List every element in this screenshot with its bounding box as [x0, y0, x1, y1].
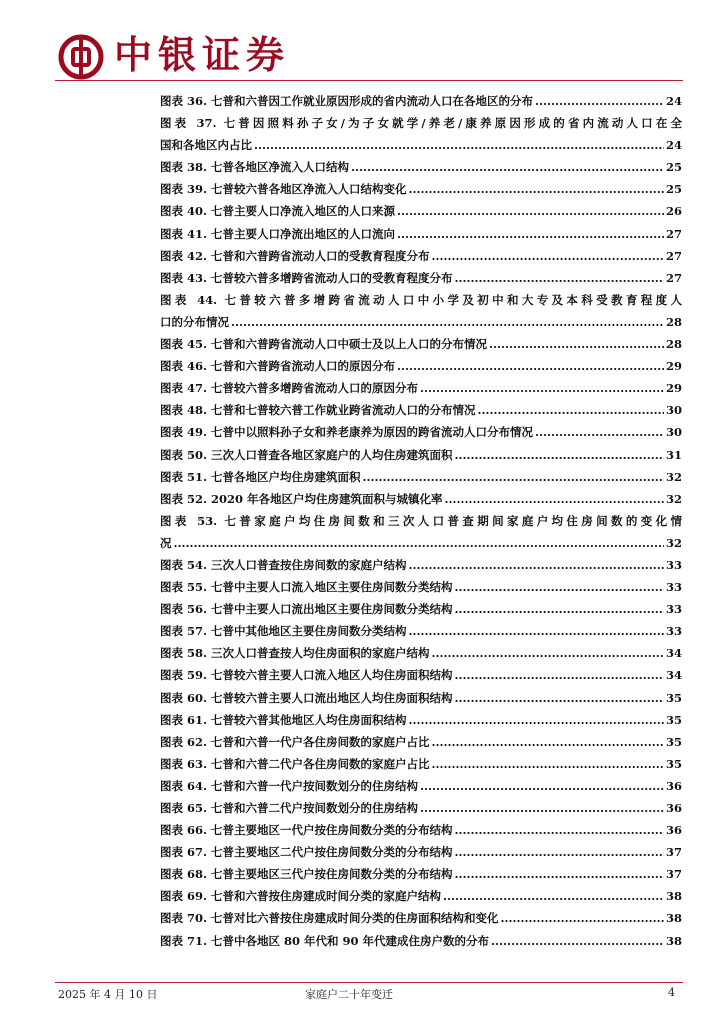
toc-entry-page: 27	[665, 248, 682, 263]
toc-leader-dots	[489, 333, 664, 355]
toc-leader-dots	[491, 930, 664, 952]
toc-entry-page: 26	[665, 204, 682, 219]
toc-entry-title: 图表 36. 七普和六普因工作就业原因形成的省内流动人口在各地区的分布	[160, 94, 534, 108]
toc-entry-line: 图表 44. 七普较六普多增跨省流动人口中小学及初中和大专及本科受教育程度人	[160, 292, 682, 307]
toc-entry[interactable]	[160, 156, 682, 178]
toc-leader-dots	[397, 223, 664, 245]
toc-leader-dots	[501, 907, 664, 929]
toc-entry-title: 图表 56. 七普中主要人口流出地区主要住房间数分类结构	[160, 602, 453, 617]
toc-entry-page: 32	[665, 535, 682, 550]
toc-entry[interactable]	[160, 90, 682, 112]
header-divider	[55, 80, 683, 81]
toc-leader-dots	[420, 775, 664, 797]
toc-entry-page: 33	[665, 580, 682, 595]
toc-leader-dots	[174, 532, 664, 554]
toc-leader-dots	[351, 156, 664, 178]
toc-entry[interactable]	[160, 753, 682, 775]
toc-leader-dots	[455, 863, 664, 885]
toc-entry-page: 24	[665, 138, 682, 153]
toc-entry-title: 图表 68. 七普主要地区三代户按住房间数分类的分布结构	[160, 867, 453, 882]
toc-entry-line: 图表 37. 七普因照料孙子女/为子女就学/养老/康养原因形成的省内流动人口在全	[160, 116, 682, 131]
toc-entry-page: 33	[665, 624, 682, 639]
toc-entry-page: 38	[665, 911, 682, 926]
toc-entry[interactable]	[160, 930, 682, 952]
toc-leader-dots	[409, 620, 664, 642]
toc-entry[interactable]	[160, 333, 682, 355]
footer-title: 家庭户二十年变迁	[305, 988, 393, 1001]
toc-leader-dots	[455, 598, 664, 620]
toc-entry-page: 29	[665, 359, 682, 374]
toc-entry-page: 38	[665, 933, 682, 948]
toc-entry-title: 图表 47. 七普较六普多增跨省流动人口的原因分布	[160, 381, 419, 396]
toc-entry-page: 27	[665, 270, 682, 285]
toc-leader-dots	[535, 421, 664, 443]
toc-entry[interactable]	[160, 664, 682, 686]
toc-entry-title: 图表 57. 七普中其他地区主要住房间数分类结构	[160, 624, 407, 639]
toc-entry-page: 25	[665, 182, 682, 197]
toc-leader-dots	[478, 399, 664, 421]
toc-leader-dots	[535, 90, 664, 112]
toc-entry[interactable]	[160, 885, 682, 907]
toc-leader-dots	[397, 200, 664, 222]
toc-leader-dots	[420, 797, 664, 819]
toc-leader-dots	[231, 311, 664, 333]
toc-entry-page: 34	[665, 646, 682, 661]
brand-name: 中银证券	[114, 33, 291, 77]
footer-date: 2025 年 4 月 10 日	[58, 988, 158, 1001]
toc-leader-dots	[420, 377, 664, 399]
toc-entry-title: 图表 49. 七普中以照料孙子女和养老康养为原因的跨省流动人口分布情况	[160, 425, 534, 440]
bank-of-china-logo-icon	[58, 34, 104, 80]
toc-entry[interactable]	[160, 245, 682, 267]
toc-entry[interactable]	[160, 510, 682, 554]
toc-leader-dots	[397, 355, 664, 377]
toc-entry-page: 35	[665, 756, 682, 771]
toc-entry-title: 图表 52. 2020 年各地区户均住房建筑面积与城镇化率	[160, 491, 443, 506]
toc-leader-dots	[363, 466, 664, 488]
toc-entry-page: 37	[665, 867, 682, 882]
toc-entry[interactable]	[160, 819, 682, 841]
toc-leader-dots	[455, 687, 664, 709]
toc-entry[interactable]	[160, 355, 682, 377]
toc-entry[interactable]	[160, 642, 682, 664]
toc-entry[interactable]	[160, 200, 682, 222]
toc-entry[interactable]	[160, 399, 682, 421]
toc-leader-dots	[432, 642, 664, 664]
toc-leader-dots	[455, 576, 664, 598]
toc-entry-page: 32	[665, 491, 682, 506]
table-of-figures	[160, 90, 682, 952]
toc-entry-title: 图表 45. 七普和六普跨省流动人口中硕士及以上人口的分布情况	[160, 337, 488, 352]
toc-entry[interactable]	[160, 421, 682, 443]
toc-entry-page: 38	[665, 889, 682, 904]
toc-entry[interactable]	[160, 797, 682, 819]
toc-entry-page: 35	[665, 712, 682, 727]
toc-entry-title: 图表 67. 七普主要地区二代户按住房间数分类的分布结构	[160, 845, 453, 860]
toc-entry[interactable]	[160, 863, 682, 885]
toc-entry-title: 口的分布情况	[160, 314, 229, 329]
toc-entry[interactable]	[160, 775, 682, 797]
toc-entry-page: 35	[665, 734, 682, 749]
toc-leader-dots	[432, 753, 664, 775]
toc-entry-title: 图表 71. 七普中各地区 80 年代和 90 年代建成住房户数的分布	[160, 933, 490, 948]
toc-entry[interactable]	[160, 444, 682, 466]
toc-entry-title: 图表 66. 七普主要地区一代户按住房间数分类的分布结构	[160, 823, 453, 838]
toc-entry-title: 国和各地区内占比	[160, 138, 252, 153]
toc-entry[interactable]	[160, 289, 682, 333]
toc-entry-page: 37	[665, 845, 682, 860]
toc-leader-dots	[254, 134, 664, 156]
page-header	[0, 0, 724, 80]
toc-leader-dots	[432, 245, 664, 267]
toc-entry-page: 33	[665, 557, 682, 572]
toc-entry[interactable]	[160, 731, 682, 753]
toc-entry[interactable]	[160, 466, 682, 488]
toc-entry-title: 图表 39. 七普较六普各地区净流入人口结构变化	[160, 182, 407, 197]
toc-leader-dots	[455, 819, 664, 841]
toc-entry-title: 图表 38. 七普各地区净流入人口结构	[160, 160, 350, 175]
toc-leader-dots	[455, 841, 664, 863]
toc-entry-title: 图表 64. 七普和六普一代户按间数划分的住房结构	[160, 778, 419, 793]
toc-entry-title: 图表 41. 七普主要人口净流出地区的人口流向	[160, 226, 396, 241]
toc-entry-page: 30	[665, 425, 682, 440]
toc-entry-title: 图表 60. 七普较六普主要人口流出地区人均住房面积结构	[160, 690, 453, 705]
toc-entry-page: 29	[665, 381, 682, 396]
toc-leader-dots	[455, 444, 664, 466]
toc-leader-dots	[432, 731, 664, 753]
toc-entry-title: 图表 40. 七普主要人口净流入地区的人口来源	[160, 204, 396, 219]
toc-entry-page: 28	[665, 337, 682, 352]
toc-entry-page: 31	[665, 447, 682, 462]
toc-entry[interactable]	[160, 841, 682, 863]
footer-page-number: 4	[668, 986, 675, 999]
toc-entry-title: 图表 46. 七普和六普跨省流动人口的原因分布	[160, 359, 396, 374]
toc-entry-title: 图表 55. 七普中主要人口流入地区主要住房间数分类结构	[160, 580, 453, 595]
toc-entry-title: 图表 62. 七普和六普一代户各住房间数的家庭户占比	[160, 734, 430, 749]
toc-leader-dots	[409, 178, 664, 200]
toc-entry-title: 图表 69. 七普和六普按住房建成时间分类的家庭户结构	[160, 889, 442, 904]
toc-entry-page: 30	[665, 403, 682, 418]
toc-entry[interactable]	[160, 620, 682, 642]
toc-entry-title: 图表 42. 七普和六普跨省流动人口的受教育程度分布	[160, 248, 430, 263]
toc-leader-dots	[455, 267, 664, 289]
toc-leader-dots	[455, 664, 664, 686]
toc-entry-line: 图表 53. 七普家庭户均住房间数和三次人口普查期间家庭户均住房间数的变化情	[160, 513, 682, 528]
toc-entry-title: 图表 70. 七普对比六普按住房建成时间分类的住房面积结构和变化	[160, 911, 499, 926]
toc-entry[interactable]	[160, 377, 682, 399]
toc-leader-dots	[445, 488, 664, 510]
toc-entry-page: 36	[665, 778, 682, 793]
toc-entry[interactable]	[160, 709, 682, 731]
toc-leader-dots	[409, 709, 664, 731]
toc-entry-title: 图表 54. 三次人口普查按住房间数的家庭户结构	[160, 557, 407, 572]
toc-entry-title: 况	[160, 535, 172, 550]
toc-entry-page: 24	[665, 94, 682, 108]
toc-entry-title: 图表 61. 七普较六普其他地区人均住房面积结构	[160, 712, 407, 727]
toc-leader-dots	[443, 885, 664, 907]
toc-entry[interactable]	[160, 267, 682, 289]
toc-entry[interactable]	[160, 598, 682, 620]
toc-entry[interactable]	[160, 112, 682, 156]
toc-entry-page: 27	[665, 226, 682, 241]
toc-entry-page: 32	[665, 469, 682, 484]
toc-entry[interactable]	[160, 576, 682, 598]
toc-leader-dots	[409, 554, 664, 576]
toc-entry-title: 图表 65. 七普和六普二代户按间数划分的住房结构	[160, 801, 419, 815]
toc-entry-page: 34	[665, 668, 682, 683]
toc-entry[interactable]	[160, 223, 682, 245]
toc-entry-page: 25	[665, 160, 682, 175]
toc-entry-title: 图表 50. 三次人口普查各地区家庭户的人均住房建筑面积	[160, 447, 453, 462]
footer-divider	[55, 982, 683, 983]
toc-entry-page: 36	[665, 823, 682, 838]
toc-entry[interactable]	[160, 907, 682, 929]
toc-entry-title: 图表 43. 七普较六普多增跨省流动人口的受教育程度分布	[160, 270, 453, 285]
toc-entry-title: 图表 63. 七普和六普二代户各住房间数的家庭户占比	[160, 756, 430, 771]
toc-entry-page: 36	[665, 801, 682, 815]
toc-entry[interactable]	[160, 687, 682, 709]
toc-entry-title: 图表 51. 七普各地区户均住房建筑面积	[160, 469, 361, 484]
toc-entry-page: 28	[665, 314, 682, 329]
toc-entry[interactable]	[160, 178, 682, 200]
toc-entry-title: 图表 48. 七普和七普较六普工作就业跨省流动人口的分布情况	[160, 403, 476, 418]
toc-entry-page: 33	[665, 602, 682, 617]
toc-entry-page: 35	[665, 690, 682, 705]
toc-entry-title: 图表 58. 三次人口普查按人均住房面积的家庭户结构	[160, 646, 430, 661]
toc-entry[interactable]	[160, 554, 682, 576]
toc-entry-title: 图表 59. 七普较六普主要人口流入地区人均住房面积结构	[160, 668, 453, 683]
toc-entry[interactable]	[160, 488, 682, 510]
